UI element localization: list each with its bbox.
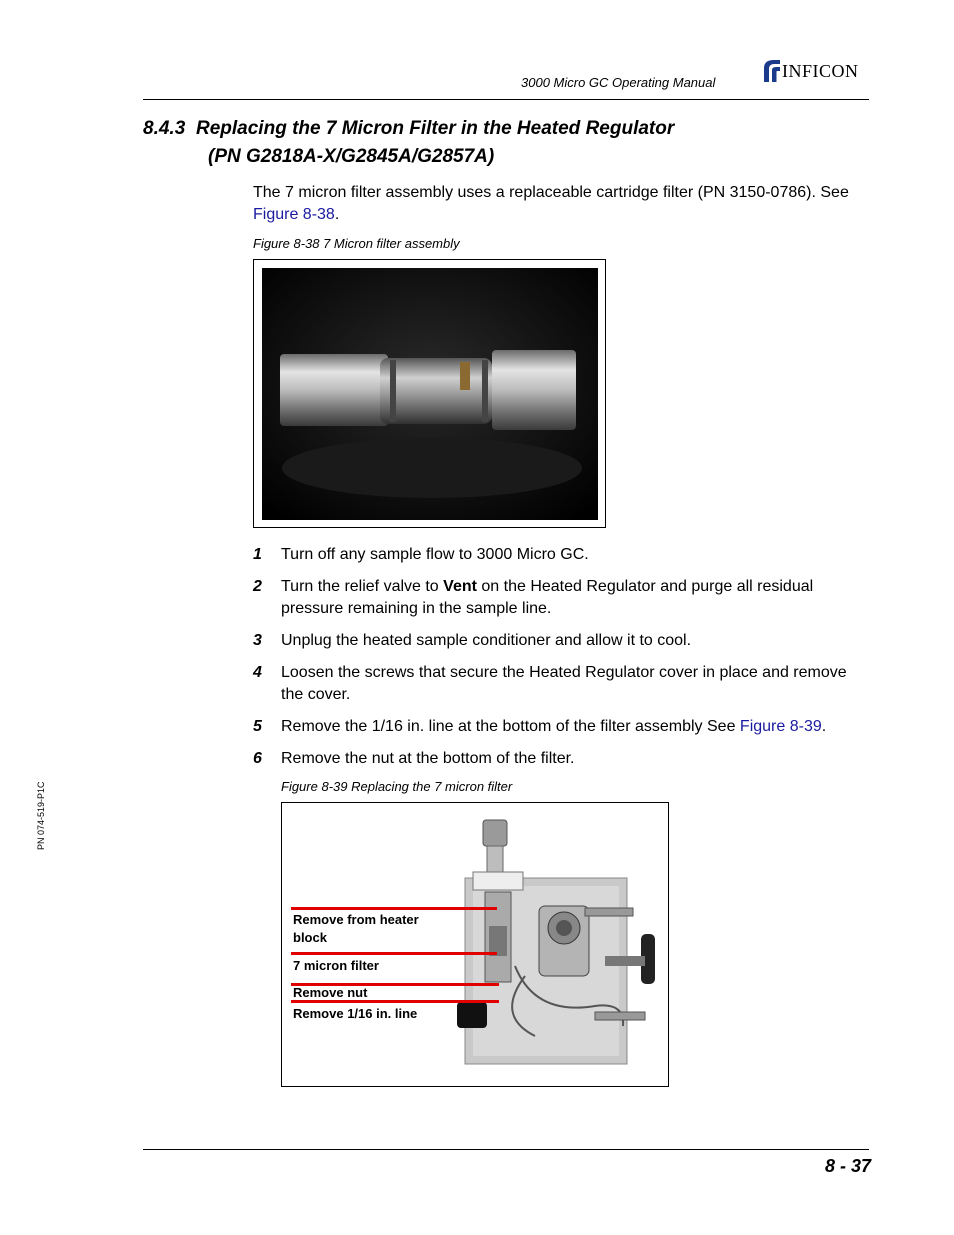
callout-line-heater-block — [291, 907, 497, 910]
section-title-line1: Replacing the 7 Micron Filter in the Heated Regulator — [196, 118, 675, 139]
callout-remove-from-heater: Remove from heater — [293, 912, 419, 927]
figure-8-39-link[interactable]: Figure 8-39 — [739, 718, 822, 735]
step-number-3: 3 — [253, 632, 262, 649]
step-number-1: 1 — [253, 546, 262, 563]
page-number: 8 - 37 — [824, 1156, 871, 1176]
part-number: PN 074-519-P1C — [36, 781, 46, 850]
header-rule — [143, 99, 869, 100]
micron-filter-photo — [262, 268, 598, 520]
callout-micron-filter: 7 micron filter — [293, 958, 379, 973]
step-number-6: 6 — [253, 750, 262, 767]
intro-paragraph: The 7 micron filter assembly uses a replaceable cartridge filter (PN 3150-0786). See Figure 8-38. — [253, 184, 849, 223]
heated-regulator-photo — [455, 816, 665, 1066]
step-text-1: Turn off any sample flow to 3000 Micro GC. — [281, 546, 589, 563]
step-number-2: 2 — [253, 578, 262, 595]
callout-remove-nut: Remove nut — [293, 985, 368, 1000]
callout-remove-line: Remove 1/16 in. line — [293, 1006, 418, 1021]
figure-8-38-link[interactable]: Figure 8-38 — [253, 206, 335, 223]
step-number-4: 4 — [253, 664, 262, 681]
section-title-line2: (PN G2818A-X/G2845A/G2857A) — [208, 146, 495, 167]
step-text-3: Unplug the heated sample conditioner and allow it to cool. — [281, 632, 692, 649]
step-number-5: 5 — [253, 718, 262, 735]
callout-line-micron-filter — [291, 952, 497, 955]
callout-block: block — [293, 930, 327, 945]
brand-name: INFICON — [782, 61, 859, 81]
step-text-2: Turn the relief valve to Vent on the Heated Regulator and purge all residual pressure remaining in the sample line. — [281, 578, 814, 617]
step-text-5: Remove the 1/16 in. line at the bottom of the filter assembly See Figure 8-39. — [281, 718, 827, 735]
step-text-4: Loosen the screws that secure the Heated Regulator cover in place and remove the cover. — [281, 664, 847, 703]
figure-8-38-caption: Figure 8-38 7 Micron filter assembly — [253, 236, 460, 251]
section-number: 8.4.3 — [143, 118, 186, 139]
footer-rule — [143, 1149, 869, 1150]
step-text-6: Remove the nut at the bottom of the filter. — [281, 750, 575, 767]
manual-title: 3000 Micro GC Operating Manual — [521, 75, 716, 90]
figure-8-39-caption: Figure 8-39 Replacing the 7 micron filter — [281, 779, 513, 794]
inficon-logo-icon — [760, 58, 782, 84]
